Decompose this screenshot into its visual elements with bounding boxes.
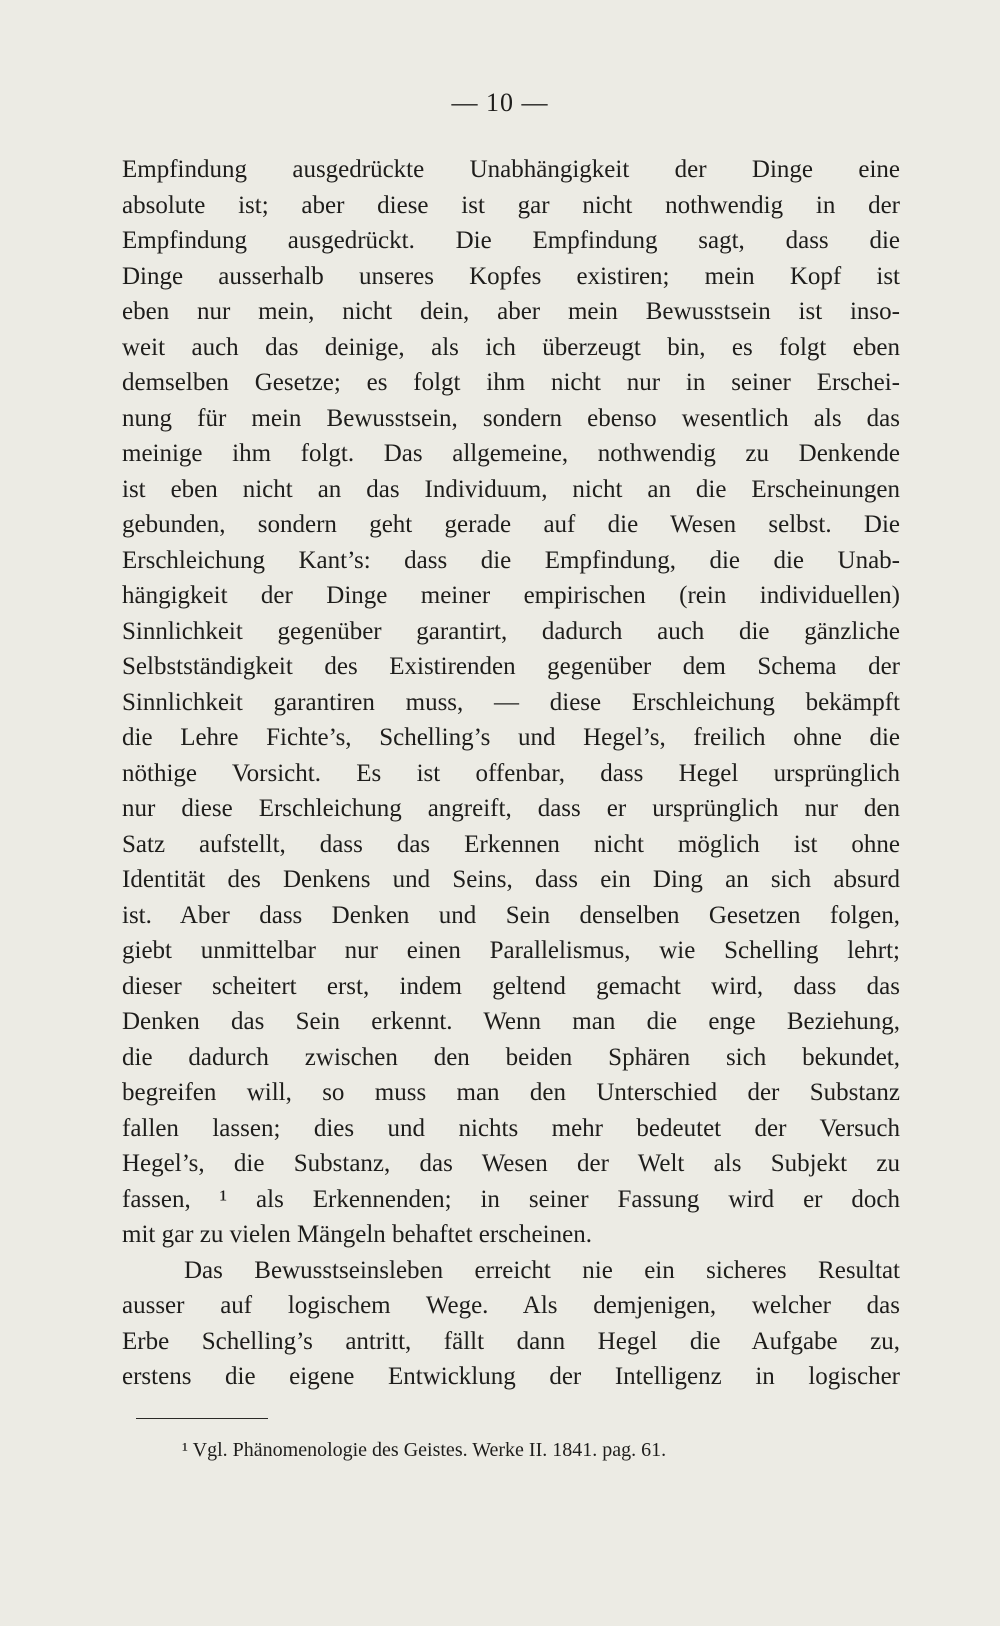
paragraph-end-line: mit gar zu vielen Mängeln behaftet erscheinen.	[122, 1221, 592, 1248]
page-number: — 10 —	[451, 88, 549, 117]
text-line: ausser auf logischem Wege. Als demjenigen, welcher das	[122, 1292, 900, 1319]
text-line: absolute ist; aber diese ist gar nicht nothwendig in der	[122, 191, 900, 219]
text-line: Dinge ausserhalb unseres Kopfes existiren; mein Kopf ist	[122, 262, 900, 290]
text-line: begreifen will, so muss man den Unterschied der Substanz	[122, 1079, 900, 1106]
text-line: Empfindung ausgedrückt. Die Empfindung sagt, dass die	[122, 227, 900, 254]
text-line: gebunden, sondern geht gerade auf die Wesen selbst. Die	[122, 511, 900, 538]
text-line: Selbstständigkeit des Existirenden gegenüber dem Schema der	[122, 653, 900, 680]
text-line: fassen, ¹ als Erkennenden; in seiner Fassung wird er doch	[122, 1185, 900, 1213]
text-line: eben nur mein, nicht dein, aber mein Bewusstsein ist inso-	[122, 298, 900, 325]
text-line: Sinnlichkeit gegenüber garantirt, dadurch auch die gänzliche	[122, 617, 900, 645]
text-line: nur diese Erschleichung angreift, dass er ursprünglich nur den	[122, 795, 900, 822]
text-line: ist eben nicht an das Individuum, nicht an die Erscheinungen	[122, 475, 900, 503]
text-line: Empfindung ausgedrückte Unabhängigkeit der Dinge eine	[122, 156, 900, 183]
text-line: Identität des Denkens und Seins, dass ein Ding an sich absurd	[122, 866, 900, 893]
footnote: ¹ Vgl. Phänomenologie des Geistes. Werke II. 1841. pag. 61.	[182, 1439, 667, 1461]
footnote-divider	[136, 1418, 268, 1419]
text-line: Erbe Schelling’s antritt, fällt dann Hegel die Aufgabe zu,	[122, 1327, 900, 1355]
text-line: hängigkeit der Dinge meiner empirischen (rein individuellen)	[122, 582, 900, 609]
text-line: Hegel’s, die Substanz, das Wesen der Welt als Subjekt zu	[122, 1150, 900, 1177]
text-line: die Lehre Fichte’s, Schelling’s und Hegel’s, freilich ohne die	[122, 724, 900, 751]
text-line: fallen lassen; dies und nichts mehr bedeutet der Versuch	[122, 1114, 900, 1142]
text-line: nung für mein Bewusstsein, sondern ebenso wesentlich als das	[122, 404, 900, 432]
text-line: Denken das Sein erkennt. Wenn man die enge Beziehung,	[122, 1008, 900, 1035]
paragraph-start-line: Das Bewusstseinsleben erreicht nie ein sicheres Resultat	[184, 1256, 900, 1284]
text-line: giebt unmittelbar nur einen Parallelismus, wie Schelling lehrt;	[122, 937, 900, 964]
text-line: demselben Gesetze; es folgt ihm nicht nur in seiner Erschei-	[122, 369, 900, 396]
text-line: nöthige Vorsicht. Es ist offenbar, dass Hegel ursprünglich	[122, 759, 900, 787]
text-line: Satz aufstellt, dass das Erkennen nicht möglich ist ohne	[122, 830, 900, 858]
body-text	[122, 152, 900, 1395]
text-line: die dadurch zwischen den beiden Sphären sich bekundet,	[122, 1043, 900, 1071]
text-line: dieser scheitert erst, indem geltend gemacht wird, dass das	[122, 972, 900, 1000]
text-line: meinige ihm folgt. Das allgemeine, nothwendig zu Denkende	[122, 440, 900, 467]
text-line: Erschleichung Kant’s: dass die Empfindung, die die Unab-	[122, 546, 900, 574]
text-line: erstens die eigene Entwicklung der Intelligenz in logischer	[122, 1363, 900, 1390]
text-line: Sinnlichkeit garantiren muss, — diese Erschleichung bekämpft	[122, 688, 900, 716]
text-line: weit auch das deinige, als ich überzeugt bin, es folgt eben	[122, 333, 900, 361]
text-line: ist. Aber dass Denken und Sein denselben Gesetzen folgen,	[122, 901, 900, 929]
